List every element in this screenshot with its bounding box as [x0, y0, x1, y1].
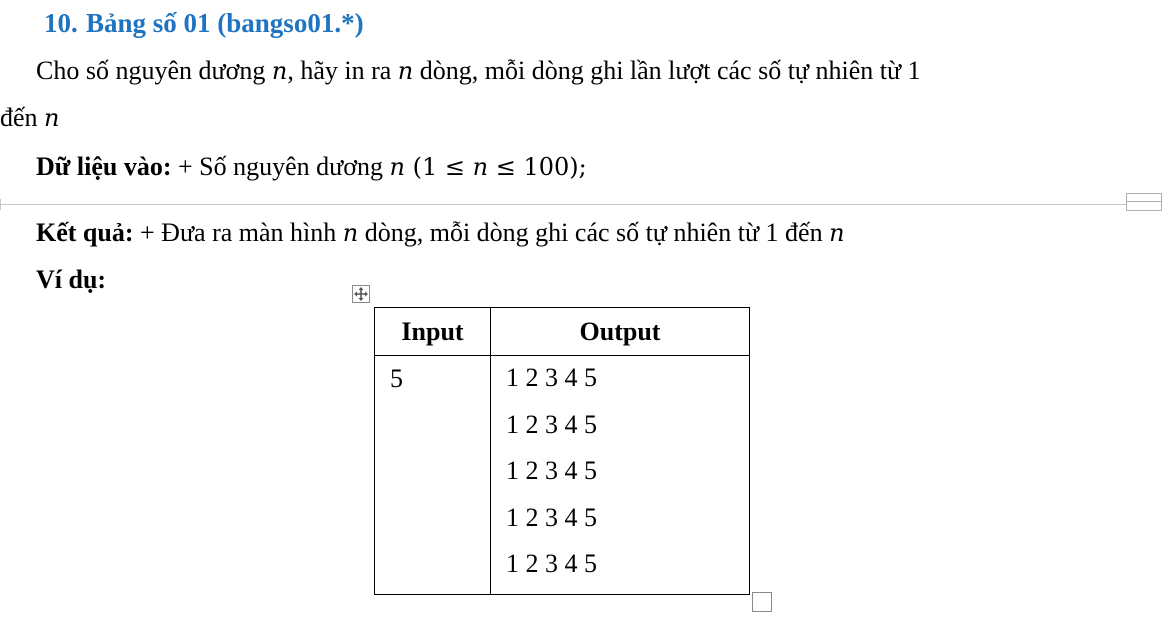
problem-heading	[44, 8, 364, 39]
output-spec-label: Kết quả:	[36, 218, 134, 247]
table-move-icon[interactable]	[352, 285, 370, 303]
statement-text: dòng, mỗi dòng ghi lần lượt các số tự nhiên từ 1	[413, 56, 921, 85]
math-var-n: n	[44, 104, 60, 132]
header-input: Input	[375, 308, 491, 356]
math-var-n: n	[472, 153, 489, 181]
statement-line-2	[0, 101, 60, 135]
table-header-row	[375, 308, 750, 356]
output-line: 1 2 3 4 5	[506, 409, 597, 439]
input-spec-text: + Số nguyên dương	[171, 152, 390, 181]
table-resize-handle[interactable]	[752, 592, 772, 612]
output-line: 1 2 3 4 5	[506, 549, 597, 579]
input-cell	[375, 356, 491, 595]
statement-text: Cho số nguyên dương	[36, 56, 272, 85]
math-var-n: n	[389, 153, 405, 181]
page-break-line	[0, 204, 1126, 205]
output-cell	[491, 356, 750, 595]
heading-number: 10.	[44, 8, 78, 38]
math-var-n: n	[829, 219, 845, 247]
statement-text: , hãy in ra	[287, 56, 398, 85]
math-var-n: n	[271, 57, 288, 85]
example-label	[36, 263, 106, 297]
constraint-text: (1 ≤	[404, 153, 473, 181]
page-break-marker[interactable]	[1126, 193, 1162, 211]
math-var-n: n	[342, 219, 359, 247]
input-value: 5	[390, 364, 403, 393]
math-var-n: n	[397, 57, 414, 85]
header-output: Output	[491, 308, 750, 356]
output-line: 1 2 3 4 5	[506, 363, 597, 392]
constraint-text: ≤ 100);	[488, 153, 587, 181]
output-spec-text: dòng, mỗi dòng ghi các số tự nhiên từ 1 đến	[358, 218, 830, 247]
input-spec-label: Dữ liệu vào:	[36, 152, 172, 181]
statement-text: đến	[0, 103, 45, 132]
output-line: 1 2 3 4 5	[506, 502, 597, 532]
input-spec	[36, 150, 587, 184]
example-table	[374, 307, 750, 595]
example-label-text: Ví dụ:	[36, 265, 107, 294]
table-row	[375, 356, 750, 595]
output-line: 1 2 3 4 5	[506, 456, 597, 486]
heading-title: Bảng số 01 (bangso01.*)	[86, 8, 364, 38]
statement-line-1	[36, 54, 921, 88]
output-spec-text: + Đưa ra màn hình	[133, 218, 343, 247]
output-spec	[36, 216, 845, 250]
